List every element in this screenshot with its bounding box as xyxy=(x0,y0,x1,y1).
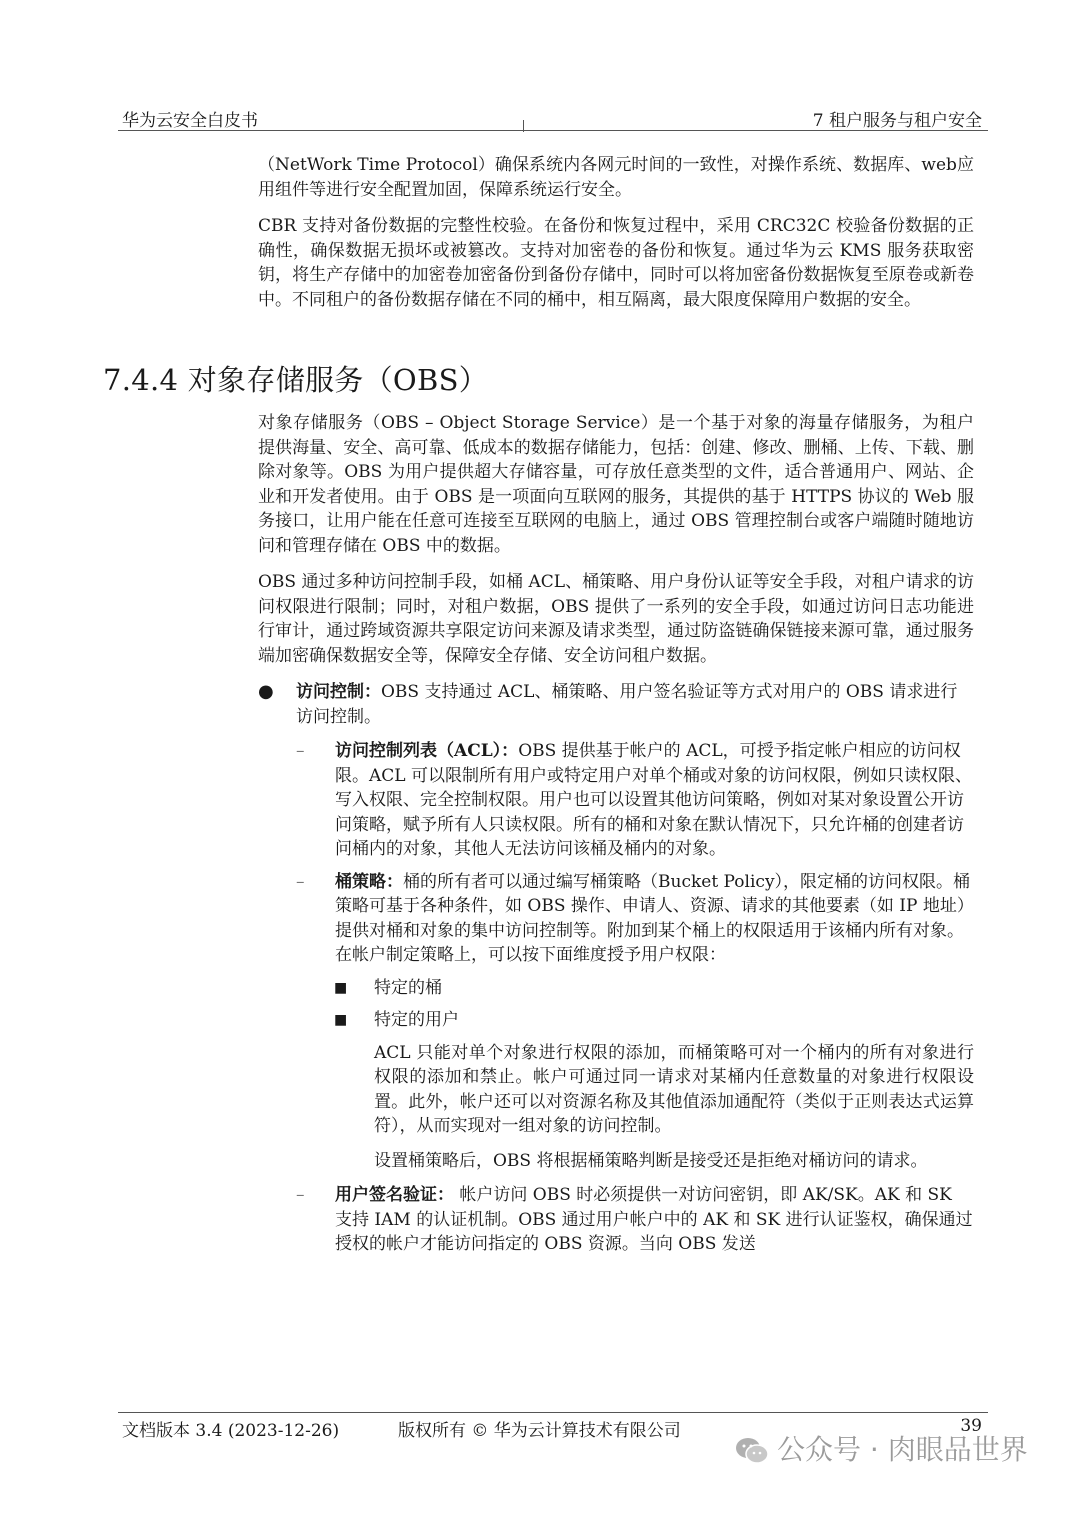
header-divider xyxy=(523,120,524,132)
wechat-icon xyxy=(735,1437,769,1465)
signature-text: 帐户访问 OBS 时必须提供一对访问密钥，即 AK/SK。AK 和 SK 支持 IAM 的认证机制。OBS 通过用户帐户中的 AK 和 SK 进行认证鉴权，确保通过授权的帐户才能访问指定的 OBS 资源。当向 OBS 发送 xyxy=(335,1185,973,1254)
watermark xyxy=(735,1428,1028,1468)
obs-security-paragraph: OBS 通过多种访问控制手段，如桶 ACL、桶策略、用户身份认证等安全手段，对租户请求的访问权限进行限制；同时，对租户数据，OBS 提供了一系列的安全手段，如通过访问日志功能进行审计，通过跨域资源共享限定访问来源及请求类型，通过防盗链确保链接来源可靠，通过服务端加密确保数据安全等，保障安全存储、安全访问租户数据。 xyxy=(258,572,974,666)
dash-icon: – xyxy=(296,1185,305,1205)
section-body xyxy=(258,411,974,1265)
access-control-text: OBS 支持通过 ACL、桶策略、用户签名验证等方式对用户的 OBS 请求进行访问控制。 xyxy=(296,682,958,727)
policy-result-paragraph: 设置桶策略后，OBS 将根据桶策略判断是接受还是拒绝对桶访问的请求。 xyxy=(374,1150,928,1171)
square-bullet-icon: ■ xyxy=(334,979,348,996)
page-footer xyxy=(118,1412,988,1441)
bucket-policy-item xyxy=(258,870,974,968)
square-item-bucket xyxy=(258,976,974,1001)
page-header xyxy=(118,104,988,131)
square-item-user xyxy=(258,1008,974,1033)
obs-intro-paragraph: 对象存储服务（OBS – Object Storage Service）是一个基于对象的海量存储服务，为租户提供海量、安全、高可靠、低成本的数据存储能力，包括：创建、修改、删桶、上传、下载、删除对象等。OBS 为用户提供超大存储容量，可存放任意类型的文件，适合普通用户、网站、企业和开发者使用。由于 OBS 是一项面向互联网的服务，其提供的基于 HTTPS 协议的 Web 服务接口，让用户能在任意可连接至互联网的电脑上，通过 OBS 管理控制台或客户端随时随地访问和管理存储在 OBS 中的数据。 xyxy=(258,413,974,556)
signature-item xyxy=(258,1183,974,1257)
bucket-policy-text: 桶的所有者可以通过编写桶策略（Bucket Policy），限定桶的访问权限。桶策略可基于各种条件，如 OBS 操作、申请人、资源、请求的其他要素（如 IP 地址）提供对桶和对象的集中访问控制等。附加到某个桶上的权限适用于该桶内所有对象。在帐户制定策略上，可以按下面维度授予用户权限： xyxy=(335,871,974,965)
section-heading: 7.4.4 对象存储服务（OBS） xyxy=(103,363,489,397)
footer-page-number: 39 xyxy=(960,1416,982,1436)
square-item-text: 特定的用户 xyxy=(374,1010,459,1030)
square-bullet-icon: ■ xyxy=(334,1012,348,1028)
footer-version: 文档版本 3.4 (2023-12-26) xyxy=(122,1421,340,1441)
watermark-text: 公众号 · 肉眼品世界 xyxy=(777,1433,1028,1466)
bullet-dot-icon: ● xyxy=(258,681,274,702)
signature-label: 用户签名验证： xyxy=(335,1185,454,1205)
intro-block xyxy=(258,153,974,324)
intro-paragraph-2: CBR 支持对备份数据的完整性校验。在备份和恢复过程中，采用 CRC32C 校验备份数据的正确性，确保数据无损坏或被篡改。支持对加密卷的备份和恢复。通过华为云 KMS 服务获取密钥，将生产存储中的加密卷加密备份到备份存储中，同时可以将加密备份数据恢复至原卷或新卷中。不同租户的备份数据存储在不同的桶中，相互隔离，最大限度保障用户数据的安全。 xyxy=(258,216,974,310)
access-control-label: 访问控制： xyxy=(296,682,381,702)
intro-paragraph-1: （NetWork Time Protocol）确保系统内各网元时间的一致性，对操作系统、数据库、web应用组件等进行安全配置加固，保障系统运行安全。 xyxy=(258,155,974,200)
acl-text: OBS 提供基于帐户的 ACL，可授予指定帐户相应的访问权限。ACL 可以限制所有用户或特定用户对单个桶或对象的访问权限，例如只读权限、写入权限、完全控制权限。用户也可以设置其他访问策略，例如对某对象设置公开访问策略，赋予所有人只读权限。所有的桶和对象在默认情况下，只允许桶的创建者访问桶内的对象，其他人无法访问该桶及桶内的对象。 xyxy=(335,741,972,859)
access-control-bullet xyxy=(258,680,974,729)
footer-copyright: 版权所有 © 华为云计算技术有限公司 xyxy=(398,1421,681,1441)
acl-label: 访问控制列表（ACL）： xyxy=(335,741,519,761)
header-doc-title: 华为云安全白皮书 xyxy=(122,111,258,131)
header-chapter: 7 租户服务与租户安全 xyxy=(812,111,982,131)
square-item-text: 特定的桶 xyxy=(374,977,442,998)
bucket-policy-label: 桶策略： xyxy=(335,871,403,892)
dash-icon: – xyxy=(296,871,305,892)
dash-icon: – xyxy=(296,741,305,761)
acl-item xyxy=(258,739,974,862)
acl-vs-policy-paragraph: ACL 只能对单个对象进行权限的添加，而桶策略可对一个桶内的所有对象进行权限的添加和禁止。帐户可通过同一请求对某桶内任意数量的对象进行权限设置。此外，帐户还可以对资源名称及其他值添加通配符（类似于正则表达式运算符），从而实现对一组对象的访问控制。 xyxy=(374,1042,974,1136)
